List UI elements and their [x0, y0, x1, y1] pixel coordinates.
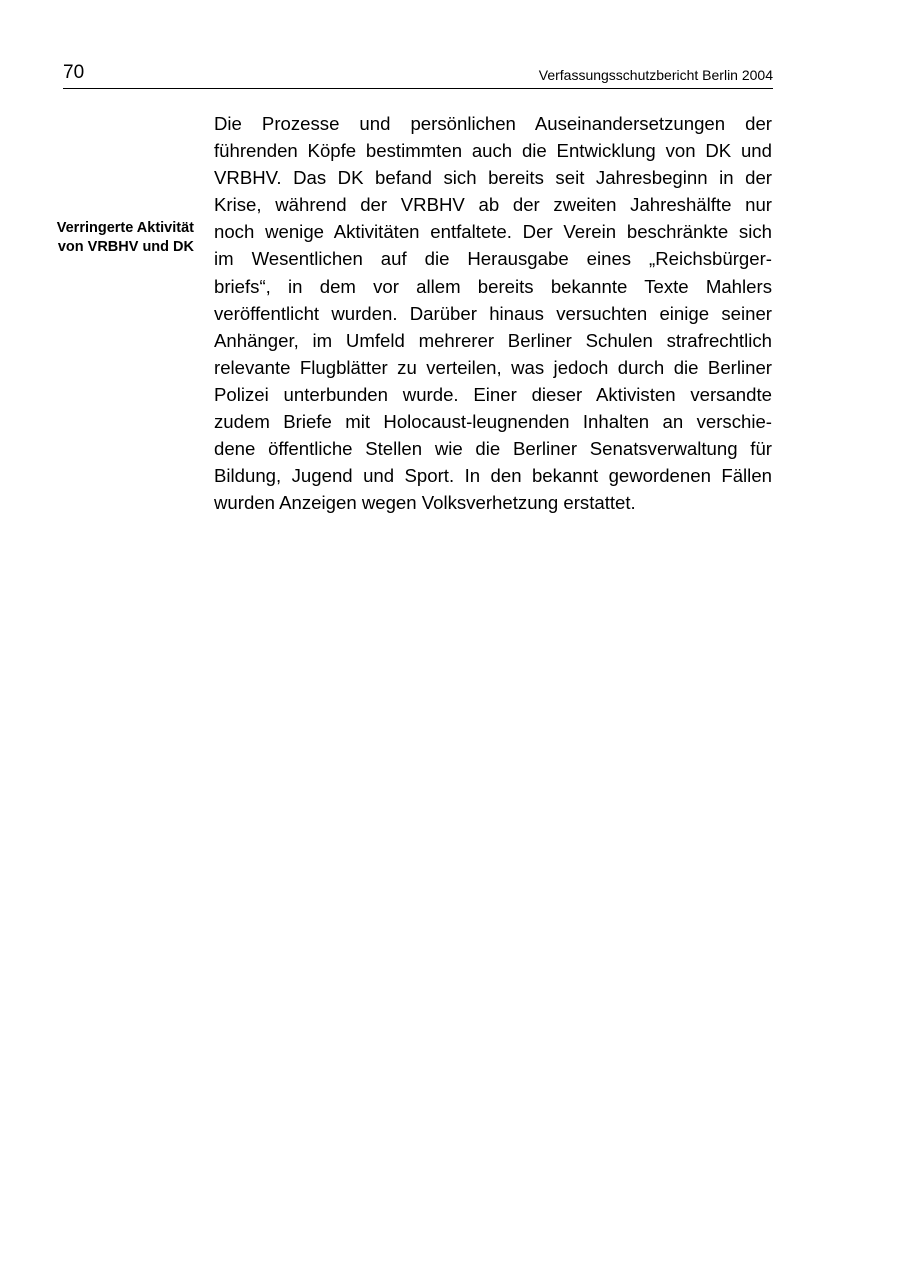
paragraph-line: relevante Flugblätter zu verteilen, was jedoch durch die Berliner — [214, 356, 772, 378]
paragraph-line: briefs“, in dem vor allem bereits bekannte Texte Mahlers — [214, 275, 772, 297]
paragraph-line: wurden Anzeigen wegen Volksverhetzung erstattet. — [214, 492, 636, 514]
paragraph-line: Anhänger, im Umfeld mehrerer Berliner Schulen strafrechtlich — [214, 329, 772, 351]
paragraph-line: Bildung, Jugend und Sport. In den bekannt gewordenen Fällen — [214, 465, 772, 487]
page-number: 70 — [63, 62, 85, 83]
running-title: Verfassungsschutzbericht Berlin 2004 — [538, 67, 773, 83]
paragraph-line: veröffentlicht wurden. Darüber hinaus versuchten einige seiner — [214, 302, 772, 324]
paragraph-line: führenden Köpfe bestimmten auch die Entwicklung von DK und — [214, 140, 772, 162]
paragraph-line: noch wenige Aktivitäten entfaltete. Der Verein beschränkte sich — [214, 221, 772, 243]
paragraph-line: Polizei unterbunden wurde. Einer dieser Aktivisten versandte — [214, 383, 772, 405]
paragraph-line: Die Prozesse und persönlichen Auseinandersetzungen der — [214, 113, 772, 134]
margin-note-line: Verringerte Aktivität — [56, 220, 194, 236]
paragraph-line: VRBHV. Das DK befand sich bereits seit Jahresbeginn in der — [214, 167, 772, 189]
margin-note — [20, 219, 194, 257]
paragraph-line: im Wesentlichen auf die Herausgabe eines „Reichsbürger- — [214, 248, 772, 270]
margin-note-line: von VRBHV und DK — [57, 239, 194, 255]
paragraph-line: dene öffentliche Stellen wie die Berliner Senatsverwaltung für — [214, 438, 772, 460]
paragraph-line: Krise, während der VRBHV ab der zweiten Jahreshälfte nur — [214, 194, 772, 216]
body-paragraph — [214, 110, 772, 516]
page-header — [63, 62, 773, 89]
paragraph-line: zudem Briefe mit Holocaust-leugnenden Inhalten an verschie- — [214, 411, 772, 433]
